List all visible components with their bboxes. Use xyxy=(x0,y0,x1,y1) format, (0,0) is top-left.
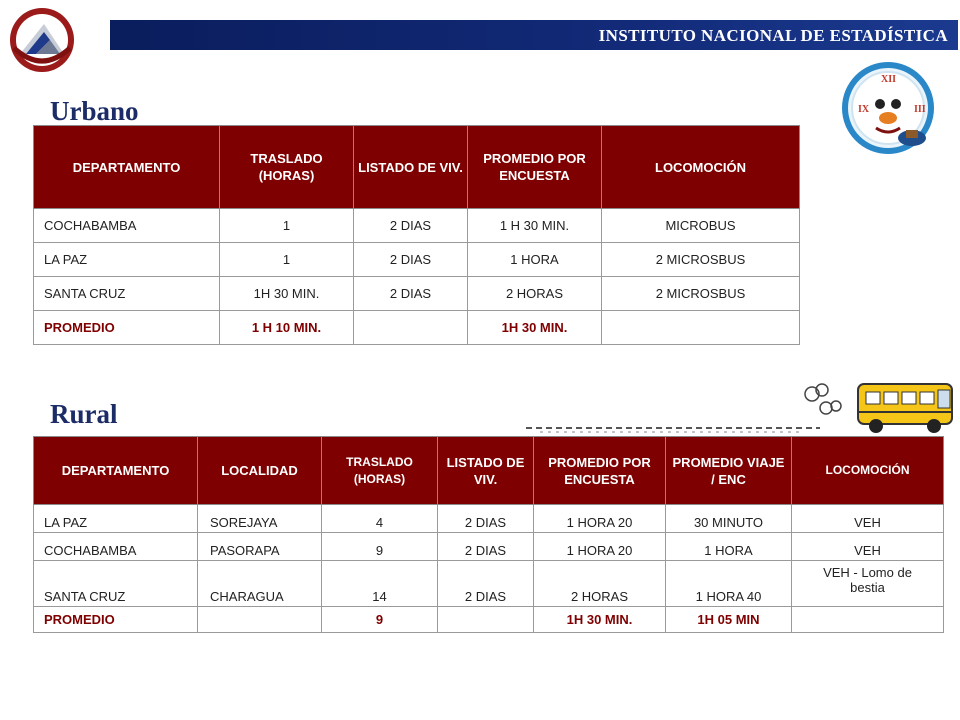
table-cell: 30 MINUTO xyxy=(666,505,792,533)
svg-text:XII: XII xyxy=(881,74,897,85)
summary-label: PROMEDIO xyxy=(34,311,220,345)
school-bus-icon xyxy=(520,376,960,436)
column-header: DEPARTAMENTO xyxy=(34,437,198,505)
table-cell: PASORAPA xyxy=(198,533,322,561)
table-cell: 2 MICROSBUS xyxy=(602,277,800,311)
table-cell: CHARAGUA xyxy=(198,561,322,607)
table-cell: 1 H 30 MIN. xyxy=(468,209,602,243)
urban-title: Urbano xyxy=(50,96,139,126)
table-cell: COCHABAMBA xyxy=(34,209,220,243)
table-cell: 2 DIAS xyxy=(438,533,534,561)
table-cell: 2 MICROSBUS xyxy=(602,243,800,277)
table-cell: 1 HORA 20 xyxy=(534,505,666,533)
table-cell: LA PAZ xyxy=(34,505,198,533)
column-header: LOCOMOCIÓN xyxy=(602,126,800,209)
table-cell: 1 HORA xyxy=(468,243,602,277)
table-row xyxy=(34,561,944,607)
column-header: PROMEDIO VIAJE / ENC xyxy=(666,437,792,505)
clock-icon xyxy=(836,56,940,160)
table-cell: 1H 30 MIN. xyxy=(534,607,666,633)
table-cell: LA PAZ xyxy=(34,243,220,277)
table-cell: 1 xyxy=(220,243,354,277)
institute-name: INSTITUTO NACIONAL DE ESTADÍSTICA xyxy=(598,26,948,45)
ine-logo-icon xyxy=(6,4,78,76)
table-row xyxy=(34,243,800,277)
table-cell: 2 DIAS xyxy=(438,505,534,533)
table-cell xyxy=(198,607,322,633)
table-cell: 1H 30 MIN. xyxy=(220,277,354,311)
table-cell: VEH xyxy=(792,505,944,533)
summary-row xyxy=(34,607,944,633)
table-cell: COCHABAMBA xyxy=(34,533,198,561)
table-cell: 4 xyxy=(322,505,438,533)
table-cell xyxy=(602,311,800,345)
column-header: TRASLADO (HORAS) xyxy=(322,437,438,505)
table-cell: 2 DIAS xyxy=(354,209,468,243)
table-cell: SANTA CRUZ xyxy=(34,561,198,607)
table-cell: 1 HORA 40 xyxy=(666,561,792,607)
column-header: LOCALIDAD xyxy=(198,437,322,505)
table-cell: 1H 05 MIN xyxy=(666,607,792,633)
column-header: DEPARTAMENTO xyxy=(34,126,220,209)
table-cell: SOREJAYA xyxy=(198,505,322,533)
table-cell: 1 xyxy=(220,209,354,243)
table-cell: 9 xyxy=(322,607,438,633)
urban-table xyxy=(33,125,800,345)
table-cell: 2 HORAS xyxy=(468,277,602,311)
table-cell: 2 DIAS xyxy=(354,277,468,311)
column-header: LOCOMOCIÓN xyxy=(792,437,944,505)
table-cell: 9 xyxy=(322,533,438,561)
table-cell xyxy=(354,311,468,345)
table-cell: 1H 30 MIN. xyxy=(468,311,602,345)
rural-title: Rural xyxy=(50,399,118,429)
summary-label: PROMEDIO xyxy=(34,607,198,633)
table-cell: 1 H 10 MIN. xyxy=(220,311,354,345)
table-cell: MICROBUS xyxy=(602,209,800,243)
column-header: PROMEDIO POR ENCUESTA xyxy=(468,126,602,209)
svg-text:III: III xyxy=(914,104,926,115)
header-bar xyxy=(110,20,958,50)
table-row xyxy=(34,533,944,561)
table-row xyxy=(34,209,800,243)
table-cell: 2 HORAS xyxy=(534,561,666,607)
column-header: LISTADO DE VIV. xyxy=(438,437,534,505)
column-header: LISTADO DE VIV. xyxy=(354,126,468,209)
summary-row xyxy=(34,311,800,345)
table-cell: 2 DIAS xyxy=(438,561,534,607)
table-cell: 1 HORA xyxy=(666,533,792,561)
table-row xyxy=(34,277,800,311)
table-cell: 2 DIAS xyxy=(354,243,468,277)
column-header: TRASLADO (HORAS) xyxy=(220,126,354,209)
rural-table xyxy=(33,436,944,633)
table-cell xyxy=(792,607,944,633)
table-cell: 14 xyxy=(322,561,438,607)
table-cell: VEH xyxy=(792,533,944,561)
column-header: PROMEDIO POR ENCUESTA xyxy=(534,437,666,505)
table-row xyxy=(34,505,944,533)
table-cell xyxy=(438,607,534,633)
table-cell: VEH - Lomo de bestia xyxy=(792,561,944,607)
table-cell: SANTA CRUZ xyxy=(34,277,220,311)
table-cell: 1 HORA 20 xyxy=(534,533,666,561)
svg-text:IX: IX xyxy=(858,104,870,115)
